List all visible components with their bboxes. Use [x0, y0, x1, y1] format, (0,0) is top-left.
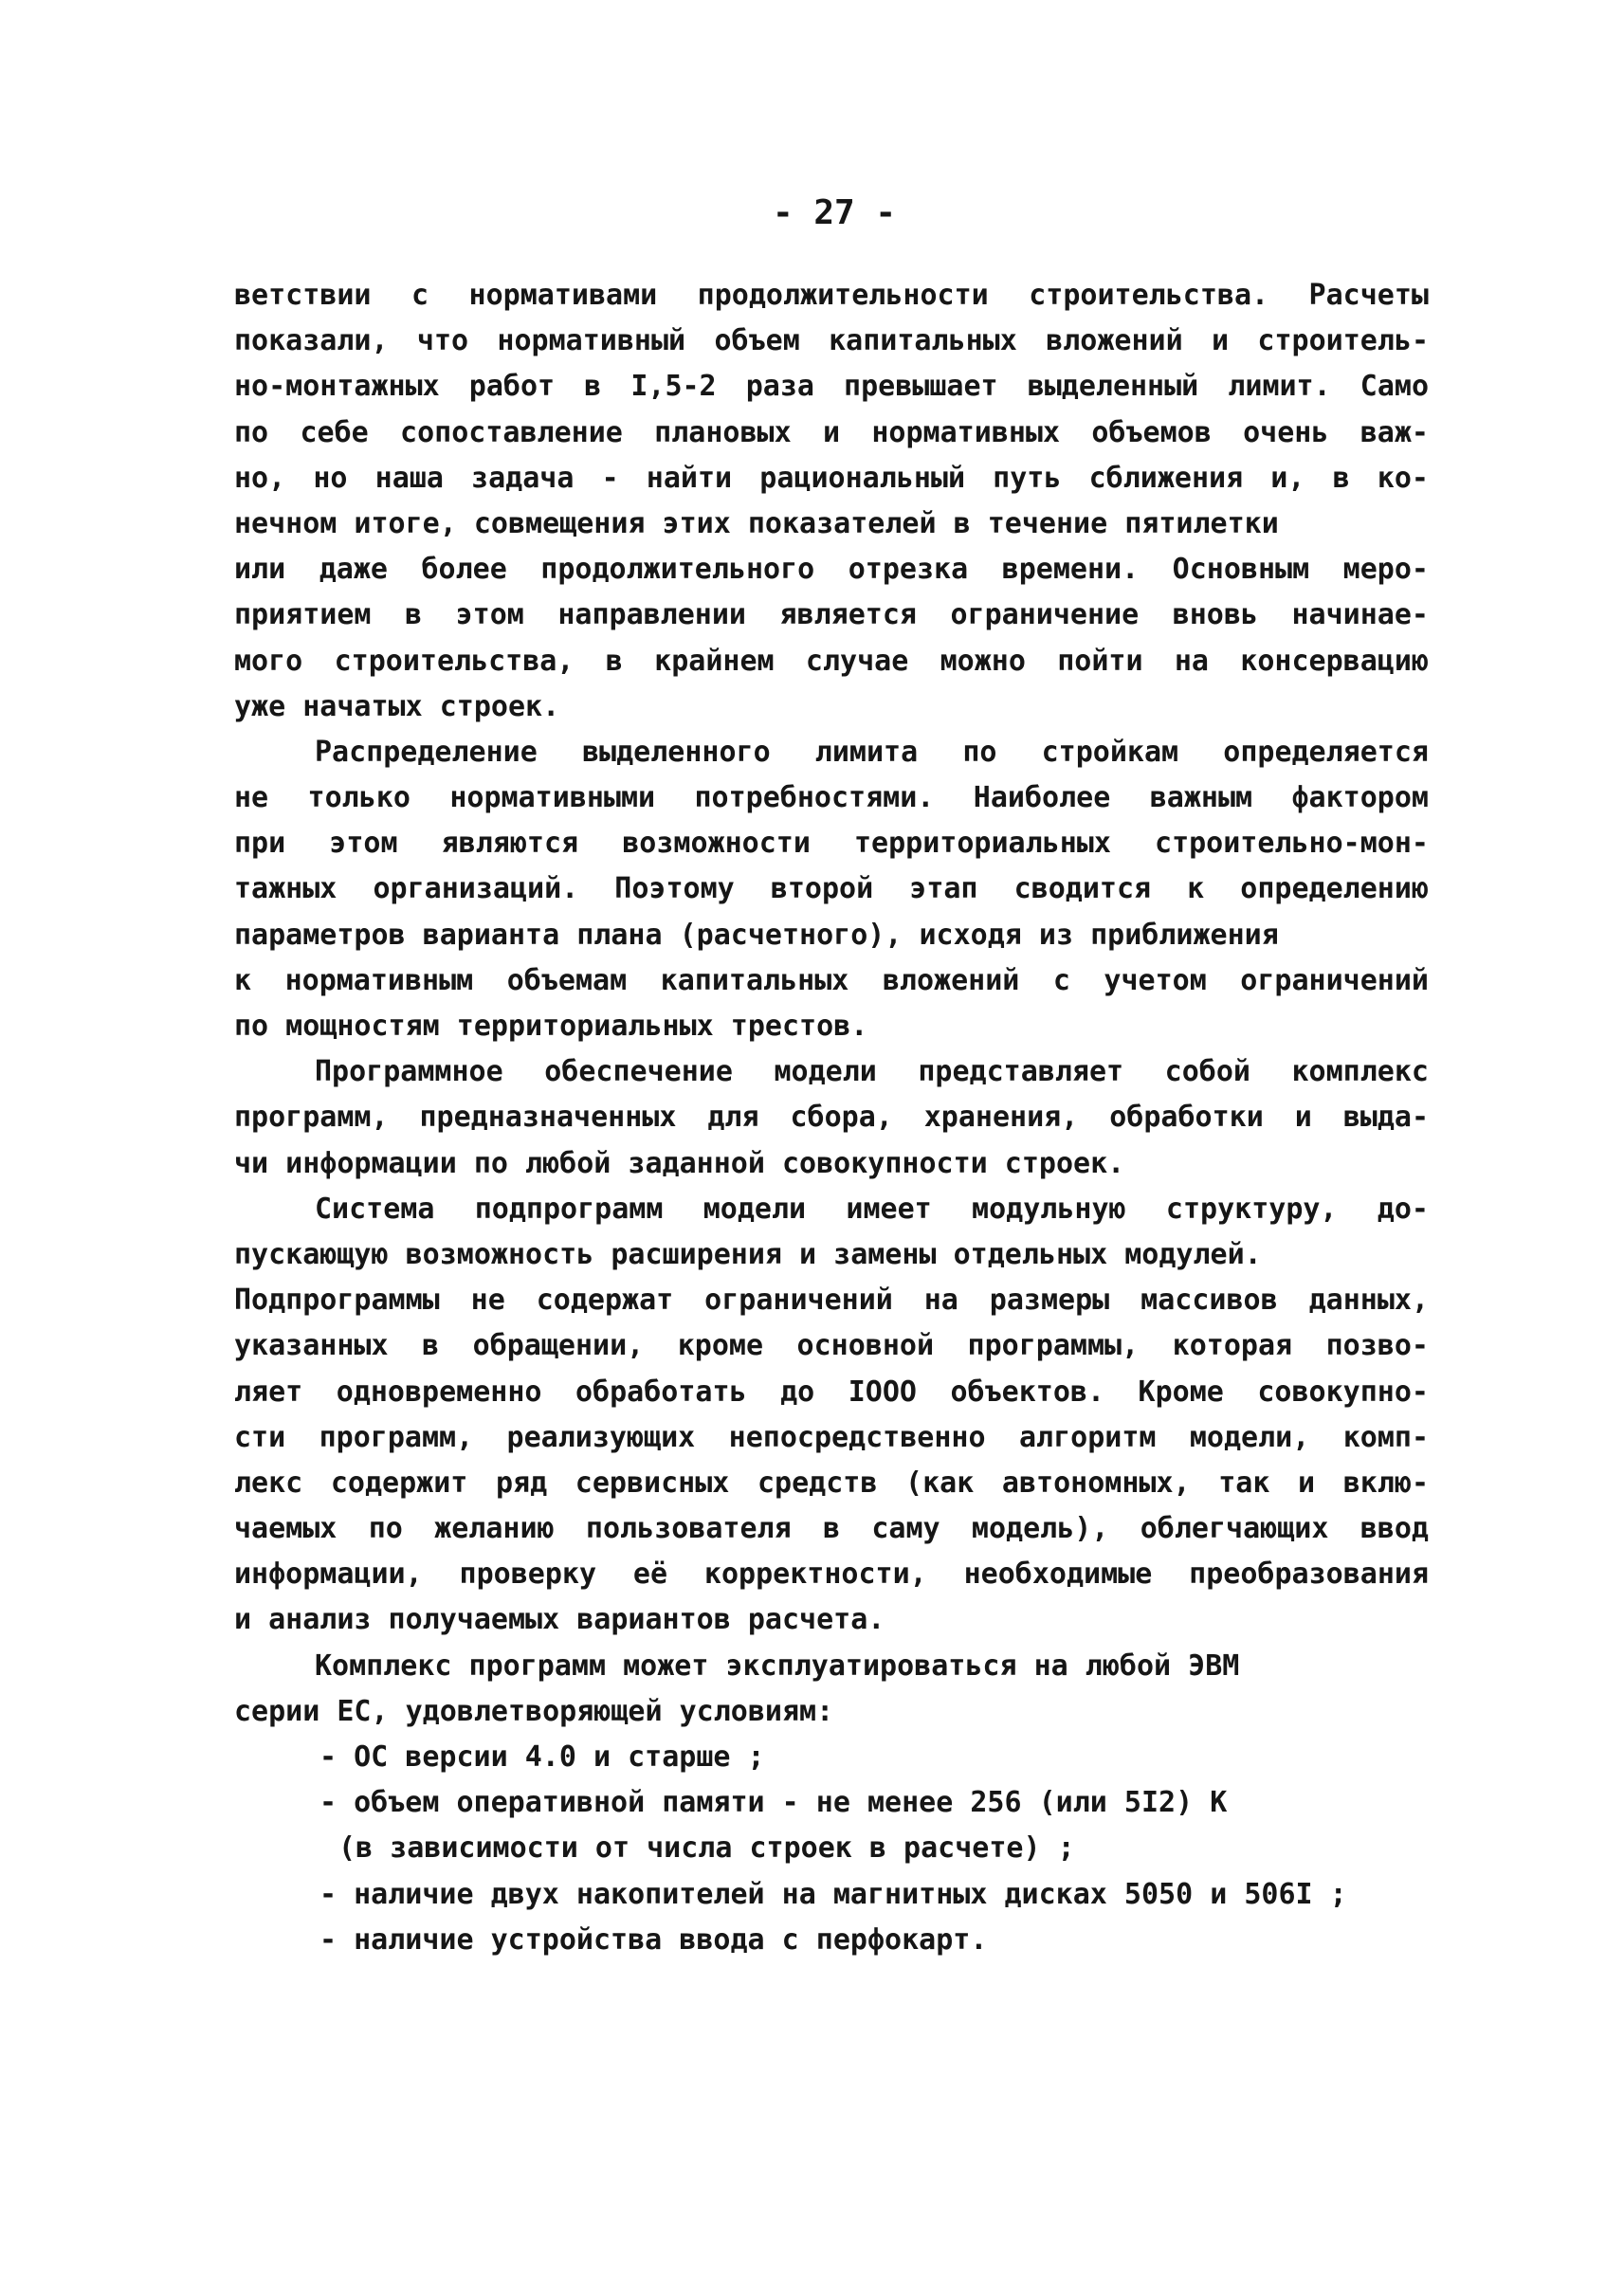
text-line: не только нормативными потребностями. Наиболее важным фактором [234, 781, 1429, 815]
paragraph-first-line: Программное обеспечение модели представляет собой комплекс [315, 1055, 1429, 1089]
text-line: к нормативным объемам капитальных вложений с учетом ограничений [234, 963, 1429, 997]
list-item: - наличие устройства ввода с перфокарт. [319, 1922, 988, 1957]
text-line: сти программ, реализующих непосредственно алгоритм модели, комп- [234, 1420, 1429, 1454]
paragraph-first-line: Распределение выделенного лимита по стройкам определяется [315, 735, 1429, 769]
text-line: но-монтажных работ в I,5-2 раза превышает выделенный лимит. Само [234, 370, 1429, 404]
page-number: - 27 - [772, 193, 897, 232]
text-line: уже начатых строек. [234, 689, 560, 723]
text-line: пускающую возможность расширения и замены отдельных модулей. [234, 1237, 1262, 1271]
text-line: мого строительства, в крайнем случае можно пойти на консервацию [234, 644, 1429, 678]
text-line: тажных организаций. Поэтому второй этап сводится к определению [234, 872, 1429, 906]
text-line: показали, что нормативный объем капитальных вложений и строитель- [234, 324, 1429, 358]
text-line: чаемых по желанию пользователя в саму модель), облегчающих ввод [234, 1512, 1429, 1546]
list-item: - объем оперативной памяти - не менее 256 (или 5I2) К [319, 1786, 1228, 1820]
text-line: информации, проверку её корректности, необходимые преобразования [234, 1557, 1429, 1592]
text-line: лекс содержит ряд сервисных средств (как автономных, так и вклю- [234, 1466, 1429, 1500]
text-line: приятием в этом направлении является ограничение вновь начинае- [234, 598, 1429, 632]
text-line: или даже более продолжительного отрезка времени. Основным меро- [234, 553, 1429, 587]
list-item-continuation: (в зависимости от числа строек в расчете) ; [338, 1831, 1075, 1866]
text-line: и анализ получаемых вариантов расчета. [234, 1603, 885, 1637]
text-line: ляет одновременно обработать до IOOO объектов. Кроме совокупно- [234, 1375, 1429, 1409]
paragraph-first-line: Комплекс программ может эксплуатироваться на любой ЭВМ [315, 1648, 1240, 1683]
text-line: указанных в обращении, кроме основной программы, которая позво- [234, 1329, 1429, 1363]
body-text [234, 273, 1429, 1963]
text-line: Подпрограммы не содержат ограничений на размеры массивов данных, [234, 1284, 1429, 1318]
text-line: при этом являются возможности территориальных строительно-мон- [234, 827, 1429, 861]
text-line: чи информации по любой заданной совокупности строек. [234, 1146, 1125, 1180]
paragraph-first-line: Система подпрограмм модели имеет модульную структуру, до- [315, 1192, 1429, 1226]
text-line: ветствии с нормативами продолжительности строительства. Расчеты [234, 279, 1429, 312]
text-line: по мощностям территориальных трестов. [234, 1010, 868, 1043]
text-line: но, но наша задача - найти рациональный путь сближения и, в ко- [234, 461, 1429, 495]
text-line: нечном итоге, совмещения этих показателей в течение пятилетки [234, 506, 1279, 540]
text-line: по себе сопоставление плановых и нормативных объемов очень важ- [234, 415, 1429, 449]
text-line: программ, предназначенных для сбора, хранения, обработки и выда- [234, 1101, 1429, 1135]
list-item: - наличие двух накопителей на магнитных дисках 5050 и 506I ; [319, 1877, 1347, 1911]
list-item: - ОС версии 4.0 и старше ; [319, 1740, 765, 1774]
text-line: серии ЕС, удовлетворяющей условиям: [234, 1694, 834, 1728]
text-line: параметров варианта плана (расчетного), исходя из приближения [234, 918, 1279, 952]
